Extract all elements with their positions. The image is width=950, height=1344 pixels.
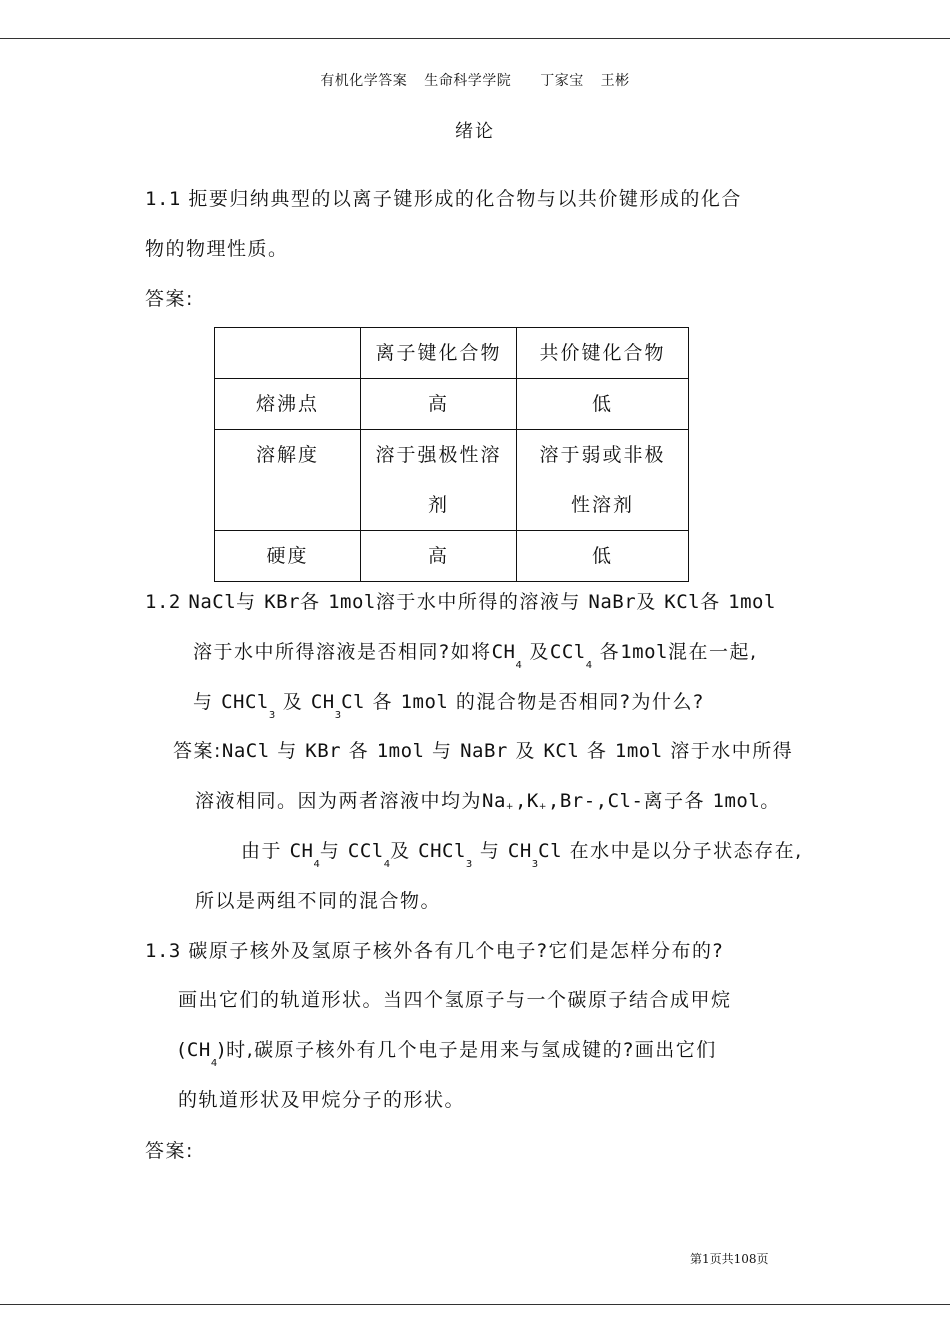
table-header-row [215, 328, 689, 379]
text: 及 [515, 740, 536, 762]
q2-line-2 [193, 638, 758, 671]
text: 与 [277, 740, 298, 762]
formula: CH [491, 641, 516, 663]
text: 与 [236, 591, 257, 613]
formula: Cl [538, 840, 563, 862]
text: 与 [432, 740, 453, 762]
text: 及 [636, 591, 657, 613]
text: 溶于水中所得的溶液与 [375, 591, 581, 613]
charge: - [583, 790, 596, 812]
text: 溶于水中所得溶液是否相同?如将 [193, 641, 492, 663]
subscript: 3 [465, 859, 473, 870]
q2-number: 1.2 [145, 591, 181, 613]
amount: 1mol [328, 591, 376, 613]
formula: NaBr [460, 740, 508, 762]
text: 溶于水中所得 [670, 740, 794, 762]
table-row-label: 硬度 [215, 531, 361, 582]
formula: CHCl [418, 840, 466, 862]
table-row-label: 熔沸点 [215, 379, 361, 430]
q3-text-1: 碳原子核外及氢原子核外各有几个电子?它们是怎样分布的? [188, 940, 725, 962]
table-cell [517, 430, 689, 531]
table-header-cell [215, 328, 361, 379]
text: 各 [700, 591, 721, 613]
page-footer: 第1页共108页 [690, 1252, 769, 1266]
table-row [215, 531, 689, 582]
subscript: 3 [334, 710, 342, 721]
formula: KBr [305, 740, 342, 762]
table-cell-line: 溶于强极性溶 [375, 444, 502, 466]
charge: - [631, 790, 644, 812]
text: 各 [599, 641, 621, 663]
text: 与 [319, 840, 341, 862]
amount: 1mol [614, 740, 663, 762]
table-row [215, 379, 689, 430]
q2-answer-line-1 [173, 737, 793, 765]
amount: 1mol [620, 641, 668, 663]
q3-line-1 [145, 937, 724, 965]
subscript: 4 [585, 660, 593, 671]
formula: CH [186, 1039, 211, 1061]
header-author-2: 王彬 [600, 73, 630, 89]
text: 各 [586, 740, 608, 762]
table-cell: 低 [517, 531, 689, 582]
answer-label: 答案: [173, 740, 222, 762]
subscript: 3 [531, 859, 539, 870]
formula: CH [507, 840, 532, 862]
formula: NaBr [588, 591, 637, 613]
q2-answer-line-4: 所以是两组不同的混合物。 [195, 890, 442, 912]
q1-line-1 [145, 185, 742, 213]
formula: Cl [341, 691, 365, 713]
ion: ,Br [547, 790, 584, 812]
section-title: 绪论 [455, 121, 495, 142]
q1-number: 1.1 [145, 188, 181, 210]
formula: NaCl [188, 591, 237, 613]
text: 各 [372, 691, 394, 713]
text: 溶液相同。因为两者溶液中均为 [195, 790, 483, 812]
subscript: 4 [383, 859, 391, 870]
text: 与 [479, 840, 501, 862]
ion: ,K [514, 790, 539, 812]
q1-text-1: 扼要归纳典型的以离子键形成的化合物与以共价键形成的化合 [188, 188, 742, 210]
q3-line-2: 画出它们的轨道形状。当四个氢原子与一个碳原子结合成甲烷 [178, 989, 732, 1011]
text: 在水中是以分子状态存在, [569, 840, 803, 862]
table-cell-line: 剂 [427, 494, 449, 516]
subscript: 3 [268, 710, 276, 721]
table-cell [361, 430, 517, 531]
table-cell-line: 性溶剂 [570, 494, 634, 516]
formula: NaCl [221, 740, 270, 762]
formula: KBr [264, 591, 301, 613]
text: 及 [282, 691, 304, 713]
table-header-cell: 共价键化合物 [517, 328, 689, 379]
formula: CCl [347, 840, 384, 862]
amount: 1mol [400, 691, 449, 713]
q3-line-3 [178, 1036, 717, 1069]
table-row-label: 溶解度 [215, 430, 361, 531]
formula: CH [310, 691, 335, 713]
q2-line-3 [193, 688, 705, 721]
text: 及 [390, 840, 411, 862]
charge: + [505, 802, 515, 812]
q3-line-4: 的轨道形状及甲烷分子的形状。 [178, 1089, 466, 1111]
text: 由于 [241, 840, 283, 862]
table-header-cell: 离子键化合物 [361, 328, 517, 379]
formula: CH [289, 840, 314, 862]
q3-number: 1.3 [145, 940, 181, 962]
text: 与 [193, 691, 214, 713]
q1-answer-label: 答案: [145, 288, 194, 310]
table-cell: 高 [361, 531, 517, 582]
text: )时,碳原子核外有几个电子是用来与氢成键的?画出它们 [217, 1039, 717, 1061]
text: 。 [760, 790, 781, 812]
formula: CCl [549, 641, 586, 663]
text: 各 [348, 740, 370, 762]
formula: KCl [664, 591, 701, 613]
table-cell-line: 溶于弱或非极 [539, 444, 666, 466]
q2-answer-line-3 [241, 837, 803, 870]
table-cell: 高 [361, 379, 517, 430]
table-cell: 低 [517, 379, 689, 430]
q3-answer-label: 答案: [145, 1140, 194, 1162]
formula: KCl [543, 740, 580, 762]
subscript: 4 [313, 859, 320, 870]
text: ( [178, 1039, 187, 1061]
text: 离子各 [643, 790, 705, 812]
q1-line-2: 物的物理性质。 [145, 238, 289, 260]
charge: + [538, 802, 548, 812]
header-school: 生命科学学院 [424, 73, 512, 89]
subscript: 4 [210, 1058, 218, 1069]
amount: 1mol [712, 790, 761, 812]
text: 混在一起, [667, 641, 758, 663]
ion: ,Cl [595, 790, 632, 812]
page-header [0, 70, 950, 90]
formula: CHCl [221, 691, 269, 713]
text: 的混合物是否相同?为什么? [455, 691, 705, 713]
ion: Na [482, 790, 506, 812]
table-row [215, 430, 689, 531]
amount: 1mol [376, 740, 425, 762]
text: 各 [300, 591, 321, 613]
subscript: 4 [515, 660, 522, 671]
q2-line-1 [145, 588, 776, 616]
amount: 1mol [728, 591, 776, 613]
q2-answer-line-2 [195, 787, 781, 815]
text: 及 [529, 641, 550, 663]
bottom-rule [0, 1304, 950, 1305]
comparison-table [214, 327, 689, 582]
header-author-1: 丁家宝 [540, 73, 584, 89]
header-course: 有机化学答案 [320, 73, 408, 89]
top-rule [0, 38, 950, 39]
